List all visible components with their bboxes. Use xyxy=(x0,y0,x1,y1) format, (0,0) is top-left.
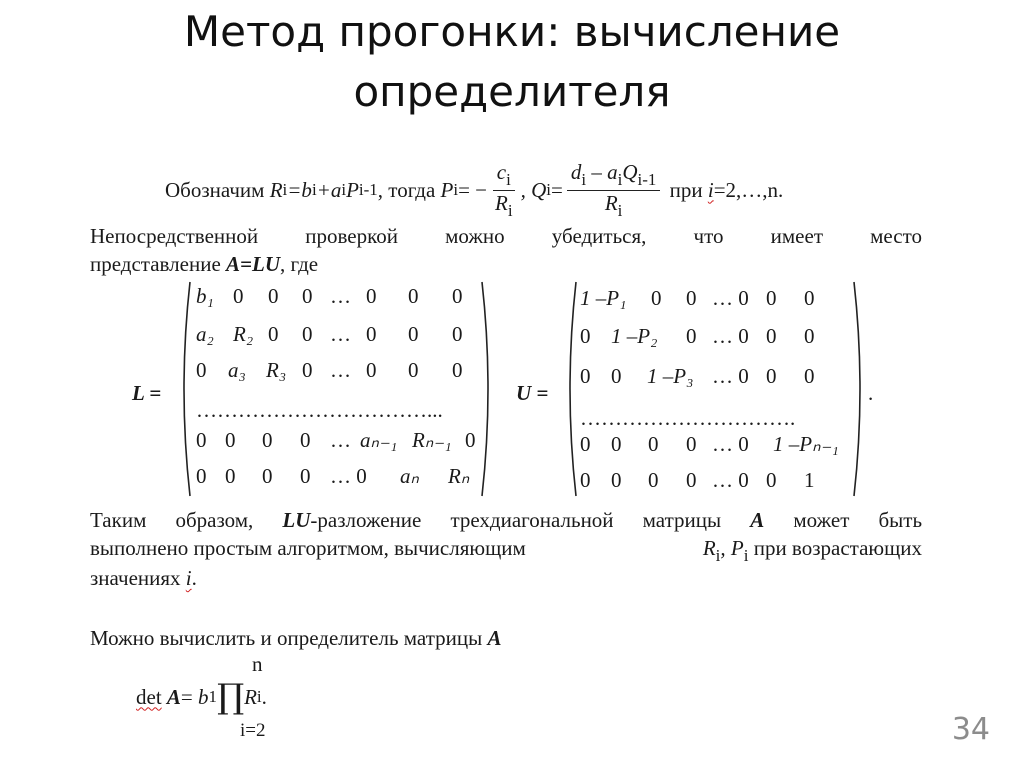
matrix-l-label xyxy=(132,381,161,406)
matrix-l-cell-r6-c6: aₙ xyxy=(400,464,419,488)
matrix-u-cell-r2-c5: 0 xyxy=(766,324,777,348)
matrix-l-cell-r5-c4: 0 xyxy=(300,428,311,452)
matrix-u-cell-r3-c1: 0 xyxy=(580,364,591,388)
matrix-l-cell-r1-c5: … xyxy=(330,284,351,308)
matrix-u-cell-r6-c4: 0 xyxy=(686,468,697,492)
para1-formula: A=LU xyxy=(226,252,280,276)
matrix-u-cell-r6-c3: 0 xyxy=(648,468,659,492)
para2-r: R xyxy=(702,536,716,560)
para1-line1: Непосредственной проверкой можно убедиться, что имеет место xyxy=(90,224,922,248)
matrix-l-cell-r1-c4: 0 xyxy=(302,284,313,308)
matrix-l-cell-r1-c2: 0 xyxy=(233,284,244,308)
para3-a: A xyxy=(487,626,502,650)
matrix-l-cell-r3-c5: … xyxy=(330,358,351,382)
matrix-l-cell-r2-c8: 0 xyxy=(452,322,463,346)
matrix-l-cell-r1-c7: 0 xyxy=(408,284,419,308)
matrix-u-right-paren xyxy=(852,280,868,498)
para1-line2 xyxy=(90,252,318,277)
p-den: R xyxy=(495,190,508,215)
para3 xyxy=(90,626,502,651)
matrix-l-cell-r5-c5: … xyxy=(330,428,351,452)
q-num-a: – a xyxy=(591,159,618,184)
para2-line1 xyxy=(90,508,922,533)
range-word: при xyxy=(669,177,703,202)
matrix-l-cell-r5-c8: 0 xyxy=(465,428,476,452)
q-num-a-sub: i xyxy=(617,169,623,189)
matrix-u-cell-r2-c6: 0 xyxy=(804,324,815,348)
para3-text: Можно вычислить и определитель матрицы xyxy=(90,626,483,650)
para2-line2 xyxy=(90,536,922,566)
det-a: A xyxy=(166,684,181,709)
matrix-l-cell-r6-c7: Rₙ xyxy=(448,464,470,488)
matrix-l-cell-r3-c4: 0 xyxy=(302,358,313,382)
prod-upper: n xyxy=(252,652,263,676)
matrix-u-cell-r5-c5: … 0 xyxy=(712,432,749,456)
para2-l2-tail: при возрастающих xyxy=(753,536,922,560)
p-eq: = − xyxy=(458,177,488,202)
det-dot: . xyxy=(261,684,267,709)
matrix-u-cell-r1-c3: 0 xyxy=(686,286,697,310)
matrix-u-cell-r1-c6: 0 xyxy=(804,286,815,310)
matrix-l-cell-r2-c1: a₂ xyxy=(196,322,214,346)
matrix-l-cell-r3-c1: 0 xyxy=(196,358,207,382)
range-i: i xyxy=(707,177,714,202)
matrix-u-cell-r6-c6: 0 xyxy=(766,468,777,492)
matrix-u-cell-r3-c3: 1 –P₃ xyxy=(647,364,694,388)
p-num-sub: i xyxy=(506,169,511,189)
matrix-l-cell-r5-c1: 0 xyxy=(196,428,207,452)
p-num: c xyxy=(496,159,507,184)
matrix-u-cell-r6-c1: 0 xyxy=(580,468,591,492)
matrix-u-cell-r2-c2: 1 –P₂ xyxy=(611,324,658,348)
matrix-u-cell-r5-c3: 0 xyxy=(648,432,659,456)
para2-l1-c: -разложение трехдиагональной матрицы xyxy=(310,508,722,532)
q-den: R xyxy=(604,190,618,215)
matrix-u-cell-r6-c2: 0 xyxy=(611,468,622,492)
matrix-l-cell-r2-c3: 0 xyxy=(268,322,279,346)
p-def-sub: i xyxy=(453,180,459,199)
matrix-u-cell-r6-c7: 1 xyxy=(804,468,815,492)
matrix-l-cell-r1-c3: 0 xyxy=(268,284,279,308)
matrix-l-cell-r3-c3: R₃ xyxy=(266,358,287,382)
matrix-l-cell-r3-c8: 0 xyxy=(452,358,463,382)
r-symbol: R xyxy=(269,177,283,202)
q-def-sub: i xyxy=(546,180,551,199)
slide-title xyxy=(0,2,1024,122)
para2-l1-e: может быть xyxy=(793,508,923,532)
matrix-l-label-text: L = xyxy=(132,381,162,405)
q-eq: = xyxy=(551,177,563,202)
para2-l2-a: выполнено простым алгоритмом, вычисляющим xyxy=(90,536,526,560)
para2-r-sub: i xyxy=(715,546,721,565)
para2-lu: LU xyxy=(282,508,311,532)
para2-line3 xyxy=(90,566,197,591)
matrix-u-cell-r1-c5: 0 xyxy=(766,286,777,310)
p-def: P xyxy=(440,177,454,202)
matrix-l-cell-r6-c1: 0 xyxy=(196,464,207,488)
title-line-1: Метод прогонки: вычисление xyxy=(183,7,841,56)
para2-i: i xyxy=(185,566,192,590)
matrix-u-cell-r2-c3: 0 xyxy=(686,324,697,348)
det-word: det xyxy=(136,684,162,709)
para2-l1-a: Таким образом, xyxy=(90,508,254,532)
para2-p: , P xyxy=(720,536,744,560)
matrix-l-cell-r5-c6: aₙ₋₁ xyxy=(360,428,398,452)
matrix-u-label-text: U = xyxy=(516,381,549,405)
det-b-sub: 1 xyxy=(208,687,218,706)
det-formula xyxy=(136,679,267,715)
eq-p: P xyxy=(346,177,359,202)
matrix-l-cell-r3-c7: 0 xyxy=(408,358,419,382)
matrix-l-cell-r6-c3: 0 xyxy=(262,464,273,488)
r-sub: i xyxy=(282,180,288,199)
matrix-u-cell-r3-c2: 0 xyxy=(611,364,622,388)
det-r-sub: i xyxy=(256,687,262,706)
matrix-u-cell-r2-c4: … 0 xyxy=(712,324,749,348)
matrix-l-cell-r6-c5: … 0 xyxy=(330,464,367,488)
title-line-2: определителя xyxy=(353,67,671,116)
matrix-u-cell-r1-c2: 0 xyxy=(651,286,662,310)
a-sub: i xyxy=(341,180,347,199)
matrix-u-cell-r1-c4: … 0 xyxy=(712,286,749,310)
matrix-l-cell-r6-c4: 0 xyxy=(300,464,311,488)
q-num-q-sub: i-1 xyxy=(637,169,657,189)
matrix-l-cell-r1-c1: b₁ xyxy=(196,284,214,308)
intro-formula-line xyxy=(165,159,784,220)
matrix-l-cell-r2-c7: 0 xyxy=(408,322,419,346)
q-num-q: Q xyxy=(622,159,638,184)
matrix-l-cell-r2-c4: 0 xyxy=(302,322,313,346)
p-sub: i-1 xyxy=(358,180,378,199)
para2-l3-tail: . xyxy=(191,566,197,590)
matrix-l-right-paren xyxy=(480,280,496,498)
matrix-l-cell-r2-c5: … xyxy=(330,322,351,346)
para2-a: A xyxy=(750,508,765,532)
para2-l3-a: значениях xyxy=(90,566,181,590)
then-word: , тогда xyxy=(377,177,436,202)
det-r: R xyxy=(244,684,257,709)
det-b: b xyxy=(198,684,209,709)
matrix-u-cell-r5-c6: 1 –Pₙ₋₁ xyxy=(773,432,839,456)
q-fraction xyxy=(567,160,661,221)
matrix-u-cell-r3-c6: 0 xyxy=(804,364,815,388)
q-def: , Q xyxy=(520,177,547,202)
product-symbol: ∏ xyxy=(217,677,245,717)
matrix-l-cell-r5-c3: 0 xyxy=(262,428,273,452)
para1-text: представление xyxy=(90,252,221,276)
matrix-u-cell-r1-c1: 1 –P₁ xyxy=(580,286,627,310)
b-sub: i xyxy=(311,180,317,199)
q-num-d: d xyxy=(570,159,582,184)
matrix-l-cell-r4-c1: ……………………………... xyxy=(196,398,443,422)
matrix-u-cell-r5-c1: 0 xyxy=(580,432,591,456)
matrix-l-cell-r2-c6: 0 xyxy=(366,322,377,346)
matrix-u-cell-r5-c2: 0 xyxy=(611,432,622,456)
matrix-l-left-paren xyxy=(176,280,192,498)
matrix-l-cell-r2-c2: R₂ xyxy=(233,322,254,346)
matrix-u-period: . xyxy=(868,381,874,405)
matrix-u-label xyxy=(516,381,548,406)
matrix-l-cell-r5-c7: Rₙ₋₁ xyxy=(412,428,452,452)
q-num-d-sub: i xyxy=(581,169,587,189)
matrix-l-cell-r1-c6: 0 xyxy=(366,284,377,308)
p-fraction xyxy=(491,160,517,221)
p-den-sub: i xyxy=(507,200,513,220)
intro-lead: Обозначим xyxy=(165,177,265,202)
matrix-u-cell-r3-c4: … 0 xyxy=(712,364,749,388)
q-den-sub: i xyxy=(617,200,623,220)
eq-a: +a xyxy=(316,177,342,202)
matrix-u-left-paren xyxy=(562,280,578,498)
para2-p-sub: i xyxy=(743,546,749,565)
matrix-l-cell-r1-c8: 0 xyxy=(452,284,463,308)
eq-b: =b xyxy=(287,177,312,202)
prod-lower: i=2 xyxy=(240,720,266,741)
matrix-u-cell-r6-c5: … 0 xyxy=(712,468,749,492)
matrix-l-cell-r5-c2: 0 xyxy=(225,428,236,452)
page-number: 34 xyxy=(951,712,990,747)
para1-tail: , где xyxy=(280,252,319,276)
matrix-u-cell-r3-c5: 0 xyxy=(766,364,777,388)
range-tail: =2,…,n. xyxy=(713,177,784,202)
det-eq: = xyxy=(180,684,193,709)
matrix-l-cell-r3-c6: 0 xyxy=(366,358,377,382)
matrix-u-cell-r2-c1: 0 xyxy=(580,324,591,348)
matrix-l-cell-r6-c2: 0 xyxy=(225,464,236,488)
matrix-u-cell-r4-c1: …………………………. xyxy=(580,406,796,430)
matrix-u-cell-r5-c4: 0 xyxy=(686,432,697,456)
matrix-l-cell-r3-c2: a₃ xyxy=(228,358,246,382)
